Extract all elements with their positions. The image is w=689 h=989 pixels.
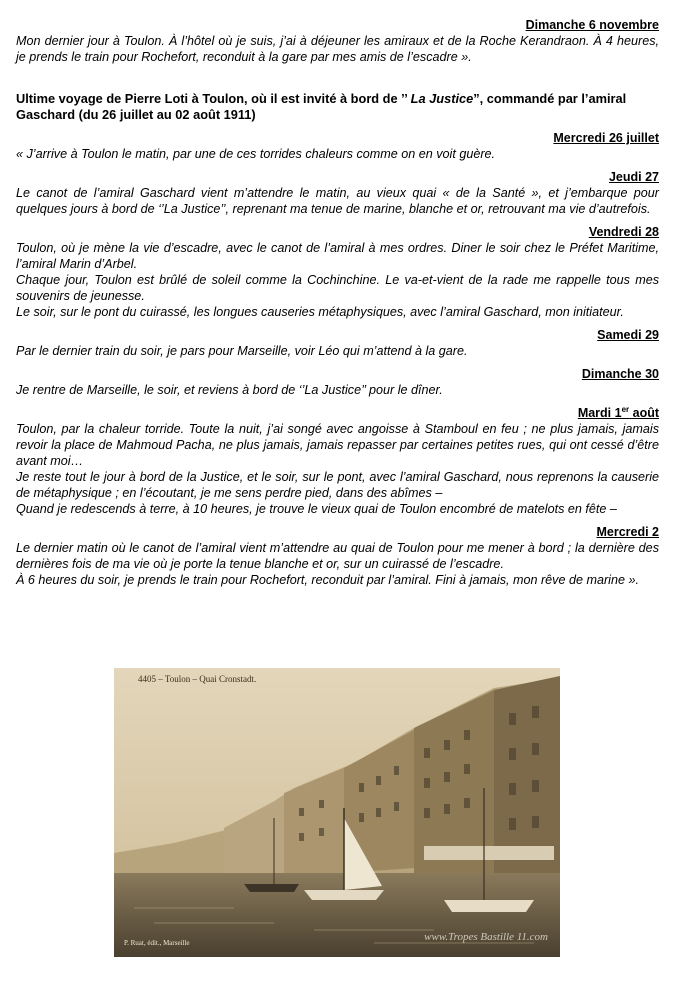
document-page: [16, 18, 659, 588]
entry-paragraph: Toulon, où je mène la vie d’escadre, avec le canot de l’amiral à mes ordres. Diner le soir chez le Préfet Maritime, l’amiral Marin d’Arbel.: [16, 241, 659, 271]
section-title-prefix: Ultime voyage de Pierre Loti à Toulon, où il est invité à bord de ’’: [16, 91, 411, 106]
entry-date: Dimanche 30: [581, 367, 659, 381]
entry-paragraph: Toulon, par la chaleur torride. Toute la nuit, j’ai songé avec angoisse à Stamboul en feu ; ne plus jamais, jamais revoir la place de Mahmoud Pacha, ne plus jamais, jamais repasser par certaines petites rues, qui ont cessé d’être avant moi…: [16, 422, 659, 468]
entry-date: Mardi 1er août: [577, 404, 659, 420]
entry-date: Mercredi 26 juillet: [553, 131, 659, 145]
section-title: [16, 91, 659, 123]
section-title-suffix: ”, commandé par l’amiral Gaschard (du 26 juillet au 02 août 1911): [16, 91, 627, 122]
entry-date: Vendredi 28: [588, 225, 659, 239]
entry-date: Dimanche 6 novembre: [525, 18, 659, 32]
postcard-caption: 4405 – Toulon – Quai Cronstadt.: [138, 674, 257, 684]
section-title-ship: La Justice: [410, 91, 474, 106]
entry-paragraph: Le dernier matin où le canot de l’amiral vient m’attendre au quai de Toulon pour me mener à bord ; la dernière des dernières fois de ma vie où je porte la tenue blanche et or, sur un cuirassé de l’escadre.: [16, 541, 659, 571]
postcard-illustration: [114, 668, 560, 957]
entry-paragraph: Le canot de l’amiral Gaschard vient m’attendre le matin, au vieux quai « de la Santé », et j’embarque pour quelques jours à bord de ‘’La Justice’’, reprenant ma tenue de marine, blanche et or, retrouvant ma vie d’autrefois.: [16, 186, 659, 216]
entry-paragraph: « J’arrive à Toulon le matin, par une de ces torrides chaleurs comme on en voit guère.: [16, 147, 496, 161]
entry-paragraph: Je reste tout le jour à bord de la Justice, et le soir, sur le pont, avec l’amiral Gaschard, nous reprenons la causerie de métaphysique ; en l’écoutant, je me sens perdre pied, dans des abîmes –: [16, 470, 659, 500]
postcard-photo-toulon-quai: [114, 668, 560, 957]
entry-date: Mercredi 2: [596, 525, 659, 539]
entry-paragraph: Par le dernier train du soir, je pars pour Marseille, voir Léo qui m’attend à la gare.: [16, 344, 468, 358]
entry-paragraph: À 6 heures du soir, je prends le train pour Rochefort, reconduit par l’amiral. Fini à jamais, mon rêve de marine ».: [16, 573, 639, 587]
entry-paragraph: Mon dernier jour à Toulon. À l’hôtel où je suis, j’ai à déjeuner les amiraux et de la Roche Kerandraon. À 4 heures, je prends le train pour Rochefort, reconduit à la gare par mes amis de l’escadre ».: [16, 34, 659, 64]
entry-paragraph: Je rentre de Marseille, le soir, et reviens à bord de ‘’La Justice’’ pour le dîner.: [16, 383, 443, 397]
entry-date: Jeudi 27: [608, 170, 659, 184]
postcard-editor: P. Ruat, édit., Marseille: [124, 939, 190, 947]
entry-paragraph: Le soir, sur le pont du cuirassé, les longues causeries métaphysiques, avec l’amiral Gaschard, mon initiateur.: [16, 305, 624, 319]
entry-date: Samedi 29: [597, 328, 659, 342]
postcard-watermark: www.Tropes Bastille 11.com: [424, 931, 548, 943]
entry-paragraph: Chaque jour, Toulon est brûlé de soleil comme la Cochinchine. Le va-et-vient de la rade me rappelle tous mes souvenirs de jeunesse.: [16, 273, 659, 303]
entry-paragraph: Quand je redescends à terre, à 10 heures, je trouve le vieux quai de Toulon encombré de matelots en fête –: [16, 502, 617, 516]
